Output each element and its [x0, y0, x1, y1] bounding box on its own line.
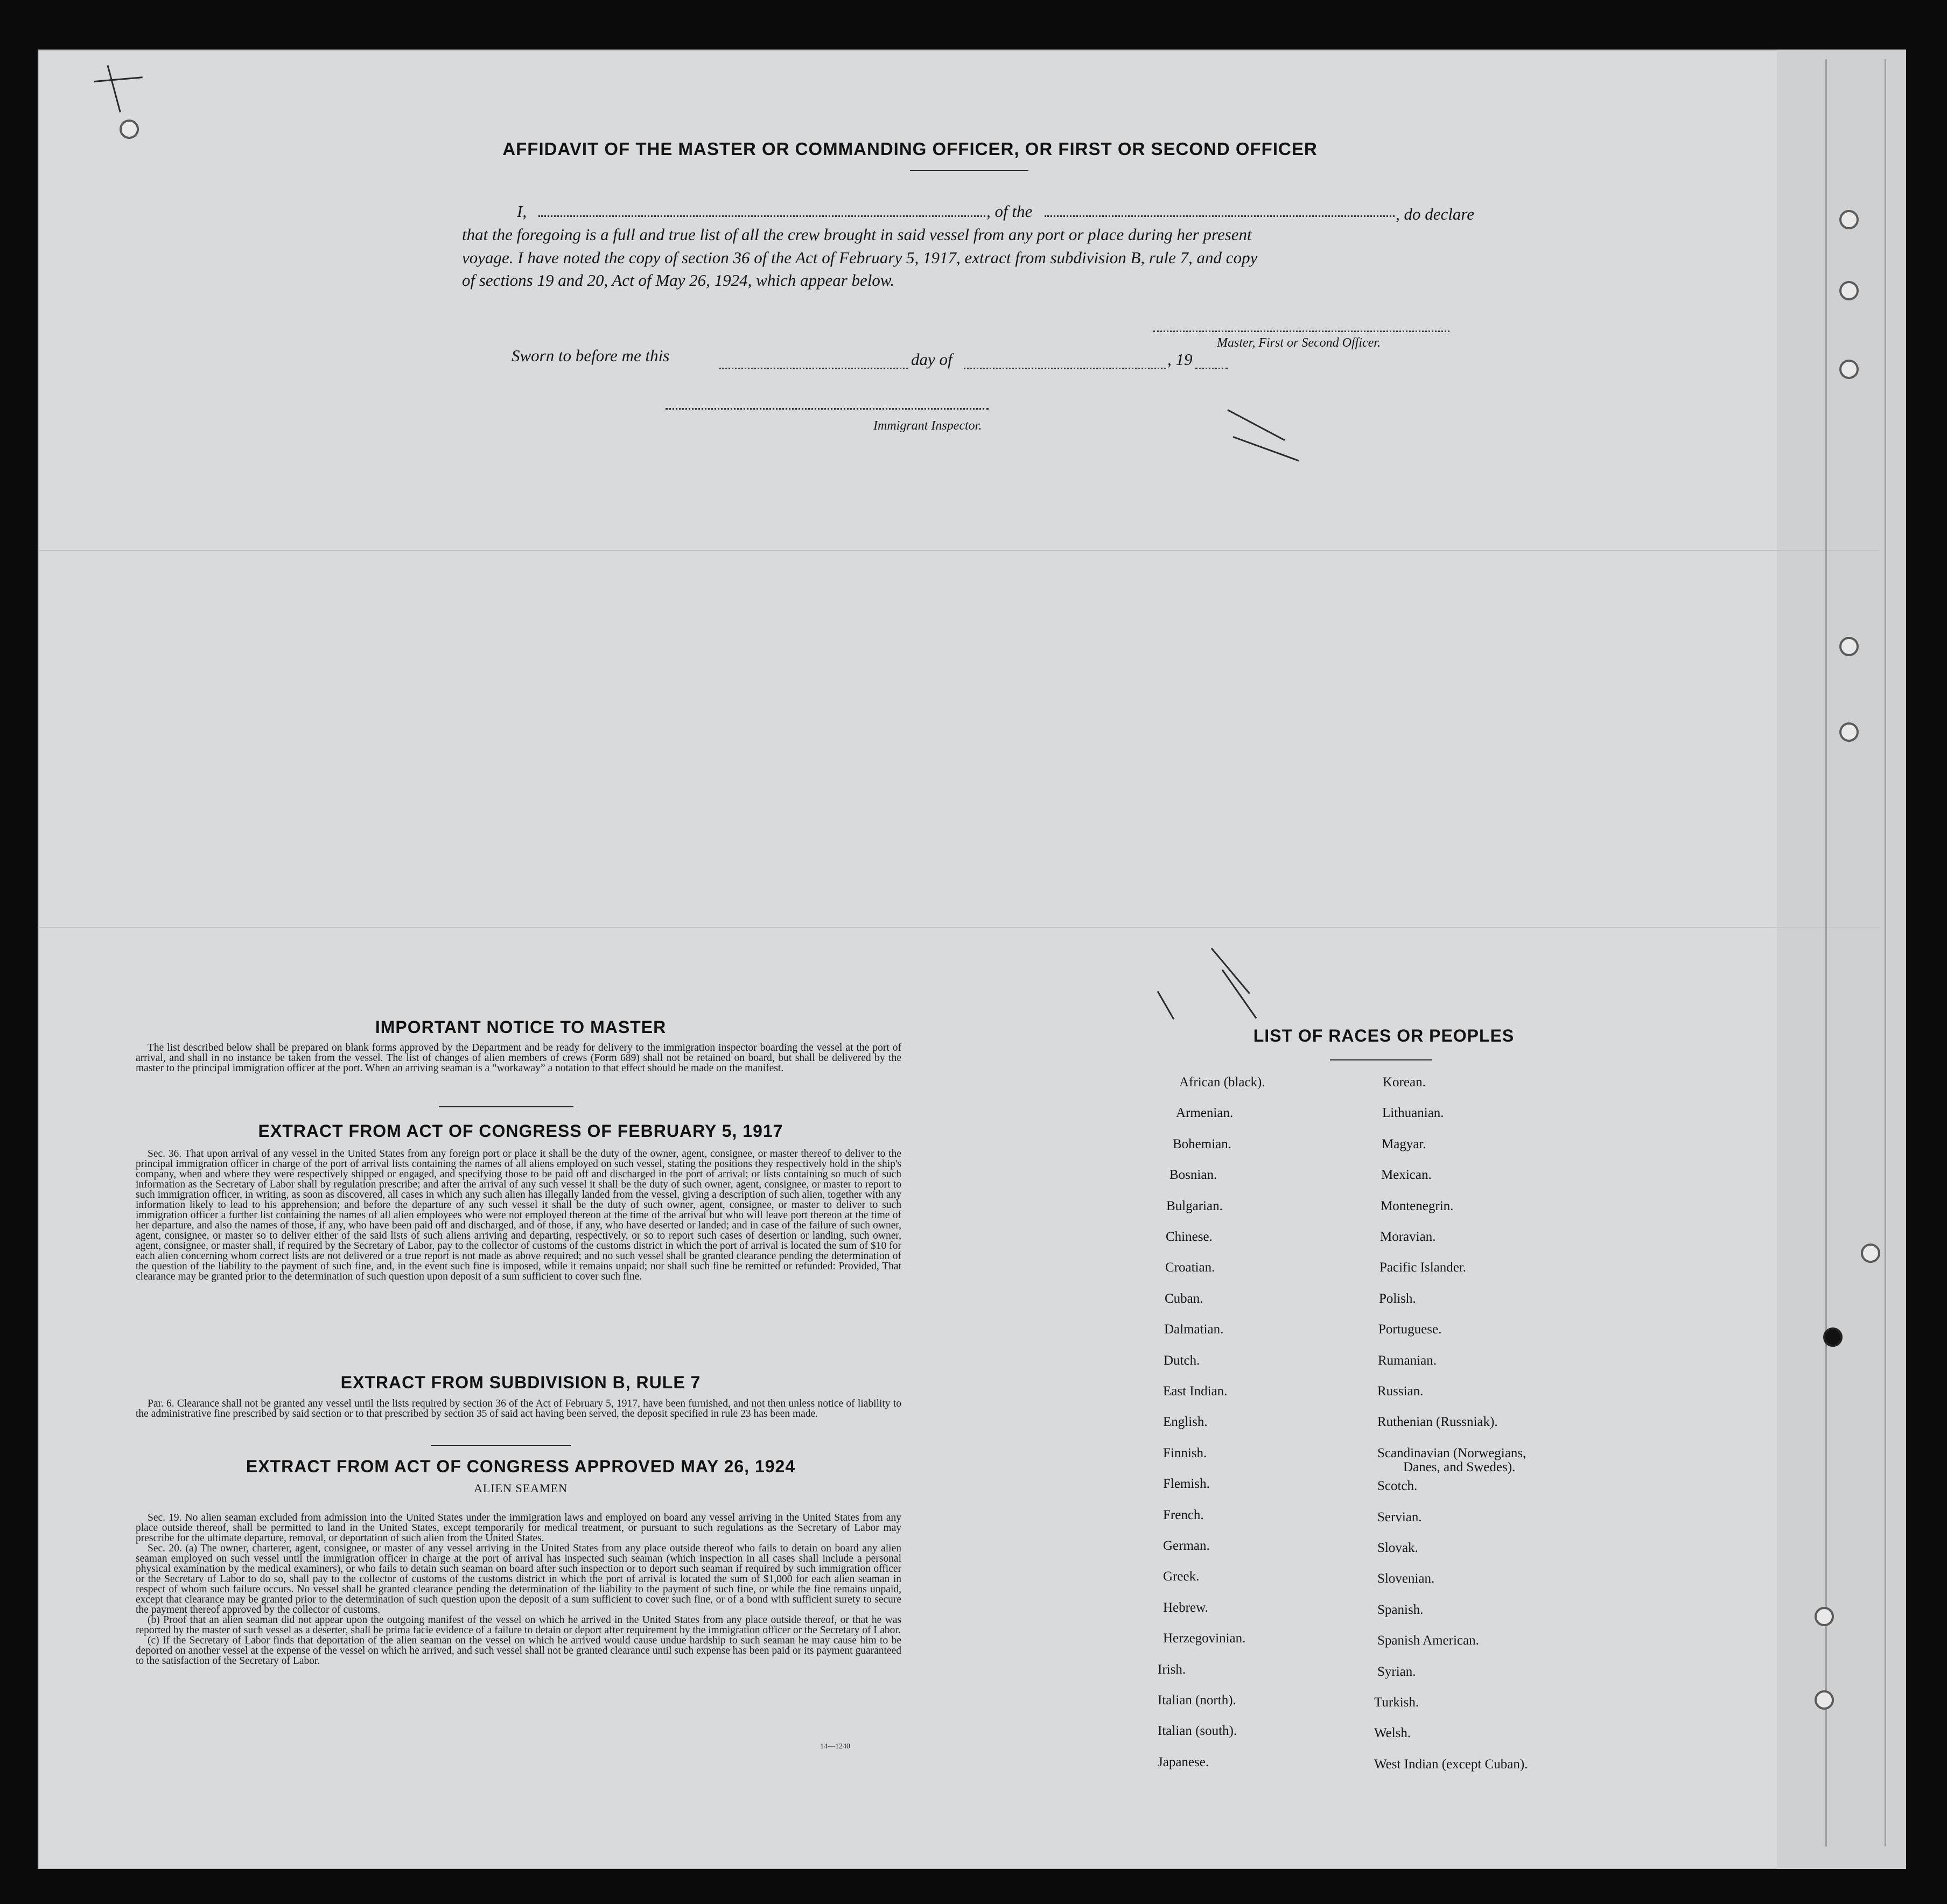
sworn-year-blank[interactable] — [1195, 368, 1228, 369]
master-caption: Master, First or Second Officer. — [1217, 336, 1381, 350]
notice-paragraph: The list described below shall be prepared on blank forms approved by the Department and be ready for delivery to the immigration inspector boarding the vessel at the port of arrival, and shall in no instance be taken from the vessel. The list of changes of alien members of crews (Form 689) shall not be retained on board, but shall be delivered by the master to the principal immigration officer at the port. When an arriving seaman is a “workaway” a notation to that effect should be made on the manifest. — [136, 1042, 901, 1074]
race-item: Herzegovinian. — [1163, 1631, 1246, 1646]
race-item: Scotch. — [1377, 1479, 1418, 1494]
race-item: Dalmatian. — [1164, 1322, 1224, 1337]
binding-hole — [1815, 1690, 1834, 1710]
race-item-continuation: Danes, and Swedes). — [1403, 1459, 1516, 1474]
race-item: Cuban. — [1165, 1291, 1203, 1306]
race-item: Polish. — [1379, 1291, 1416, 1306]
section-20c-paragraph: (c) If the Secretary of Labor finds that deportation of the alien seaman on the vessel on which he arrived would cause undue hardship to such seaman he may cause him to be deported on another vessel at the expense of the vessel on which he arrived, and such vessel shall not be granted clearance until such expense has been paid or its payment guaranteed to the satisfaction of the Secretary of Labor. — [136, 1635, 901, 1667]
notice-text — [136, 1043, 901, 1073]
race-item: Dutch. — [1164, 1353, 1200, 1368]
sworn-label: Sworn to before me this — [512, 346, 670, 365]
declaration-declare: , do declare — [1396, 205, 1475, 223]
page-fold — [38, 927, 1879, 928]
race-item: Korean. — [1383, 1075, 1426, 1090]
binding-hole — [1839, 210, 1859, 229]
race-item: Irish. — [1158, 1662, 1186, 1677]
underlying-page-edge — [1777, 50, 1906, 1869]
race-item: Bulgarian. — [1166, 1198, 1223, 1213]
race-item: Armenian. — [1176, 1106, 1234, 1121]
race-item: Spanish American. — [1377, 1633, 1479, 1648]
section-20b-paragraph: (b) Proof that an alien seaman did not appear upon the outgoing manifest of the vessel on which he arrived in the United States from any place outside thereof, or that he was reported by the master of such vessel as a deserter, shall be prima facie evidence of a failure to detain or deport after requirement by the immigration officer or the Secretary of Labor. — [136, 1614, 901, 1636]
inspector-caption: Immigrant Inspector. — [873, 419, 982, 433]
extract-1917-title: EXTRACT FROM ACT OF CONGRESS OF FEBRUARY 5, 1917 — [258, 1121, 783, 1141]
race-item: Russian. — [1377, 1384, 1424, 1399]
declaration-line: of sections 19 and 20, Act of May 26, 1924, which appear below. — [462, 271, 895, 290]
race-item: Servian. — [1377, 1509, 1422, 1524]
divider — [431, 1445, 571, 1446]
race-item: Magyar. — [1382, 1136, 1426, 1151]
extract-rule7-title: EXTRACT FROM SUBDIVISION B, RULE 7 — [340, 1373, 701, 1392]
extract-1924-title: EXTRACT FROM ACT OF CONGRESS APPROVED MAY 26, 1924 — [246, 1457, 796, 1476]
race-item: Japanese. — [1158, 1754, 1209, 1769]
race-item: Croatian. — [1165, 1260, 1215, 1275]
extract-rule7-text — [136, 1399, 901, 1419]
alien-seamen-subtitle: ALIEN SEAMEN — [474, 1481, 568, 1495]
race-item: Greek. — [1163, 1569, 1200, 1584]
race-item: Bosnian. — [1169, 1168, 1217, 1183]
race-item: Italian (south). — [1158, 1724, 1237, 1739]
binding-hole — [1823, 1327, 1843, 1347]
race-item: Hebrew. — [1163, 1600, 1208, 1615]
race-item: African (black). — [1179, 1075, 1265, 1090]
sworn-month-blank[interactable] — [964, 368, 1166, 369]
race-item: Rumanian. — [1378, 1353, 1437, 1368]
race-item: Spanish. — [1377, 1602, 1424, 1617]
sworn-day-label: day of — [911, 350, 953, 369]
binding-hole — [1839, 637, 1859, 656]
form-number: 14—1240 — [820, 1743, 850, 1751]
race-item: Slovenian. — [1377, 1571, 1435, 1586]
binding-hole — [1839, 722, 1859, 742]
name-blank[interactable] — [538, 215, 985, 217]
binding-hole — [1815, 1607, 1834, 1626]
vessel-blank[interactable] — [1045, 215, 1395, 217]
binding-hole — [1839, 281, 1859, 300]
section-20a-paragraph: Sec. 20. (a) The owner, charterer, agent, consignee, or master of any vessel arriving in the United States from any place outside thereof who fails to detain on board any alien seaman employed on such vessel until the immigration officer in charge at the port of arrival has inspected such seaman (which inspection in all cases shall include a personal physical examination by the medical examiners), or who fails to detain such seaman on board after such inspection or to deport such seaman if required by such immigration officer or the Secretary of Labor to do so, shall pay to the collector of customs of the customs district in which the port of arrival is located the sum of $1,000 for each alien seaman in respect of whom such failure occurs. No vessel shall be granted clearance pending the determination of the liability to the payment of such fine, or while the fine remains unpaid, except that clearance may be granted prior to the determination of such question upon the deposit of a sum sufficient to cover such fine, or of a bond with sufficient surety to secure the payment thereof approved by the collector of customs. — [136, 1543, 901, 1615]
race-item: Pacific Islander. — [1379, 1260, 1467, 1275]
race-item: Mexican. — [1381, 1168, 1432, 1183]
divider — [439, 1106, 573, 1107]
binding-hole — [1861, 1243, 1880, 1263]
divider — [1330, 1059, 1432, 1060]
sworn-day-blank[interactable] — [719, 368, 908, 369]
declaration-intro: I, — [517, 202, 527, 221]
race-item: Finnish. — [1163, 1445, 1207, 1460]
master-signature-blank[interactable] — [1153, 331, 1449, 332]
page-edge — [1885, 59, 1886, 1846]
notice-title: IMPORTANT NOTICE TO MASTER — [375, 1017, 667, 1037]
race-item: Bohemian. — [1173, 1136, 1232, 1151]
page-fold — [38, 550, 1879, 551]
race-item: Syrian. — [1377, 1664, 1416, 1679]
section-19-paragraph: Sec. 19. No alien seaman excluded from admission into the United States under the immigration laws and employed on board any vessel arriving in the United States from any place outside thereof, shall be permitted to land in the United States, except temporarily for medical treatment, or pursuant to such regulations as the Secretary of Labor may prescribe for the ultimate departure, removal, or deportation of such alien from the United States. — [136, 1512, 901, 1544]
race-item: Scandinavian (Norwegians, — [1377, 1445, 1526, 1460]
race-item: Flemish. — [1163, 1477, 1210, 1492]
affidavit-title: AFFIDAVIT OF THE MASTER OR COMMANDING OFFICER, OR FIRST OR SECOND OFFICER — [502, 139, 1318, 159]
race-item: Italian (north). — [1158, 1693, 1236, 1708]
declaration-line: voyage. I have noted the copy of section 36 of the Act of February 5, 1917, extract from subdivision B, rule 7, and copy — [462, 248, 1258, 267]
race-item: West Indian (except Cuban). — [1374, 1757, 1528, 1772]
race-item: Portuguese. — [1378, 1322, 1442, 1337]
race-item: Turkish. — [1374, 1695, 1419, 1710]
races-title: LIST OF RACES OR PEOPLES — [1253, 1026, 1515, 1045]
rule7-paragraph: Par. 6. Clearance shall not be granted any vessel until the lists required by section 36 of the Act of February 5, 1917, have been furnished, and not then unless notice of liability to the administrative fine prescribed by said section or to that prescribed by section 35 of said act having been served, the deposit specified in rule 23 has been made. — [136, 1398, 901, 1420]
declaration-vessel-label: , of the — [986, 202, 1033, 221]
extract-1917-text — [136, 1149, 901, 1282]
race-item: East Indian. — [1163, 1384, 1228, 1399]
section-36-paragraph: Sec. 36. That upon arrival of any vessel in the United States from any foreign port or place it shall be the duty of the owner, agent, consignee, or master thereof to deliver to the principal immigration officer in charge of the port of arrival lists containing the names of all aliens employed on such vessel, stating the positions they respectively hold in the ship's company, when and where they were respectively shipped or engaged, and specifying those to be paid off and discharged in the port of arrival; or lists containing so much of such information as the Secretary of Labor shall by regulation prescribe; and after the arrival of any such vessel it shall be the duty of such owner, agent, consignee, or master to report to such immigration officer, in writing, as soon as discovered, all cases in which any such alien has illegally landed from the vessel, giving a description of such alien, together with any information likely to lead to his apprehension; and before the departure of any such vessel it shall be the duty of such owner, agent, consignee, or master to deliver to such immigration officer a further list containing the names of all alien employees who were not employed thereon at the time of the arrival but who will leave port thereon at the time of her departure, and also the names of those, if any, who have been paid off and discharged, and of those, if any, who have deserted or landed; and in case of the failure of such owner, agent, consignee, or master so to deliver either of the said lists of such aliens arriving and departing, respectively, or so to report such cases of desertion or landing, such owner, agent, consignee, or master shall, if required by the Secretary of Labor, pay to the collector of customs of the customs district in which the port of arrival is located the sum of $10 for each alien concerning whom correct lists are not delivered or a true report is not made as above required; and no such vessel shall be granted clearance pending the determination of the question of the liability to the payment of such fine, and, in the event such fine is imposed, while it remains unpaid; nor shall such fine be remitted or refunded: Provided, That clearance may be granted prior to the determination of such question upon deposit of a sum sufficient to cover such fine. — [136, 1148, 901, 1282]
race-item: Slovak. — [1377, 1541, 1418, 1555]
race-item: Lithuanian. — [1382, 1106, 1444, 1121]
race-item: German. — [1163, 1538, 1210, 1553]
inspector-signature-blank[interactable] — [666, 408, 989, 410]
race-item: English. — [1163, 1415, 1208, 1430]
race-item: Ruthenian (Russniak). — [1377, 1415, 1498, 1430]
sworn-year-label: , 19 — [1167, 350, 1193, 369]
page-edge — [1825, 59, 1827, 1846]
declaration-line: that the foregoing is a full and true list of all the crew brought in said vessel from any port or place during her present — [462, 225, 1252, 244]
race-item: Montenegrin. — [1381, 1198, 1454, 1213]
race-item: French. — [1163, 1507, 1204, 1522]
binding-hole — [1839, 360, 1859, 379]
divider — [910, 170, 1028, 171]
race-item: Moravian. — [1380, 1229, 1436, 1244]
race-item: Welsh. — [1374, 1726, 1411, 1741]
binding-hole — [120, 120, 139, 139]
race-item: Chinese. — [1166, 1229, 1213, 1244]
extract-1924-text — [136, 1513, 901, 1666]
